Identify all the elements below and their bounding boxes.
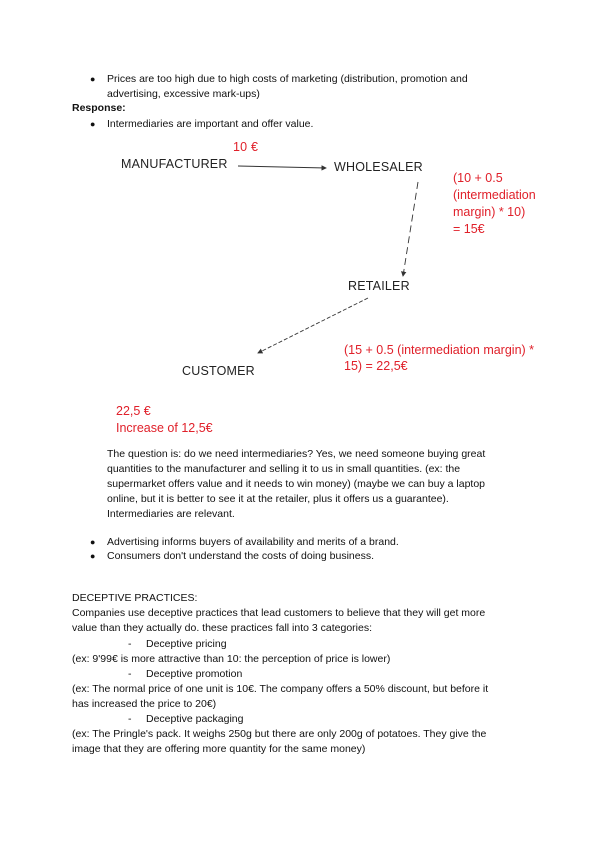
response-label: Response: — [72, 102, 126, 114]
question-line: supermarket offers value and it needs to win money) (maybe we can buy a laptop — [107, 478, 486, 490]
node-customer: CUSTOMER — [182, 364, 255, 378]
dash-marker: - — [128, 668, 132, 680]
bullet-marker: ● — [90, 119, 96, 129]
item-deceptive-packaging: Deceptive packaging — [146, 713, 244, 725]
price-manufacturer: 10 € — [233, 140, 259, 154]
dash-marker: - — [128, 638, 132, 650]
bullet-marker: ● — [90, 74, 96, 84]
bullet-marker: ● — [90, 537, 96, 547]
question-line: online, but it is better to see it at the retailer, plus it offers us a guarantee). — [107, 493, 449, 505]
question-line: quantities to the manufacturer and selling it to us in small quantities. (ex: the — [107, 463, 461, 475]
dash-marker: - — [128, 713, 132, 725]
bullet-marker: ● — [90, 551, 96, 561]
deceptive-heading: DECEPTIVE PRACTICES: — [72, 592, 198, 604]
response-bullet: Intermediaries are important and offer value. — [107, 118, 314, 130]
wholesaler-calc-1: (10 + 0.5 — [453, 171, 503, 185]
retailer-calc-1: (15 + 0.5 (intermediation margin) * — [344, 343, 535, 357]
example-promotion: has increased the price to 20€) — [72, 698, 217, 710]
node-retailer: RETAILER — [348, 279, 410, 293]
node-wholesaler: WHOLESALER — [334, 160, 423, 174]
price-increase: Increase of 12,5€ — [116, 421, 213, 435]
question-line: Intermediaries are relevant. — [107, 508, 235, 520]
intro-bullet-line1: Prices are too high due to high costs of marketing (distribution, promotion and — [107, 73, 468, 85]
retailer-calc-2: 15) = 22,5€ — [344, 359, 408, 373]
deceptive-intro: Companies use deceptive practices that lead customers to believe that they will get more — [72, 607, 486, 619]
arrow-wholesaler-retailer — [403, 182, 418, 276]
node-manufacturer: MANUFACTURER — [121, 157, 228, 171]
item-deceptive-promotion: Deceptive promotion — [146, 668, 243, 680]
question-line: The question is: do we need intermediaries? Yes, we need someone buying great — [107, 448, 486, 460]
example-packaging: image that they are offering more quantity for the same money) — [72, 743, 366, 755]
arrow-manufacturer-wholesaler — [238, 166, 326, 168]
deceptive-intro: value than they actually do. these practices fall into 3 categories: — [72, 622, 373, 634]
example-packaging: (ex: The Pringle's pack. It weighs 250g but there are only 200g of potatoes. They give the — [72, 728, 487, 740]
example-pricing: (ex: 9'99€ is more attractive than 10: the perception of price is lower) — [72, 653, 391, 665]
bullet-advertising: Advertising informs buyers of availability and merits of a brand. — [107, 536, 399, 548]
item-deceptive-pricing: Deceptive pricing — [146, 638, 227, 650]
bullet-consumers: Consumers don't understand the costs of doing business. — [107, 550, 374, 562]
wholesaler-calc-4: = 15€ — [453, 222, 485, 236]
example-promotion: (ex: The normal price of one unit is 10€. The company offers a 50% discount, but before it — [72, 683, 489, 695]
customer-price: 22,5 € — [116, 404, 151, 418]
wholesaler-calc-2: (intermediation — [453, 188, 536, 202]
wholesaler-calc-3: margin) * 10) — [453, 205, 526, 219]
intro-bullet-line2: advertising, excessive mark-ups) — [107, 88, 260, 100]
